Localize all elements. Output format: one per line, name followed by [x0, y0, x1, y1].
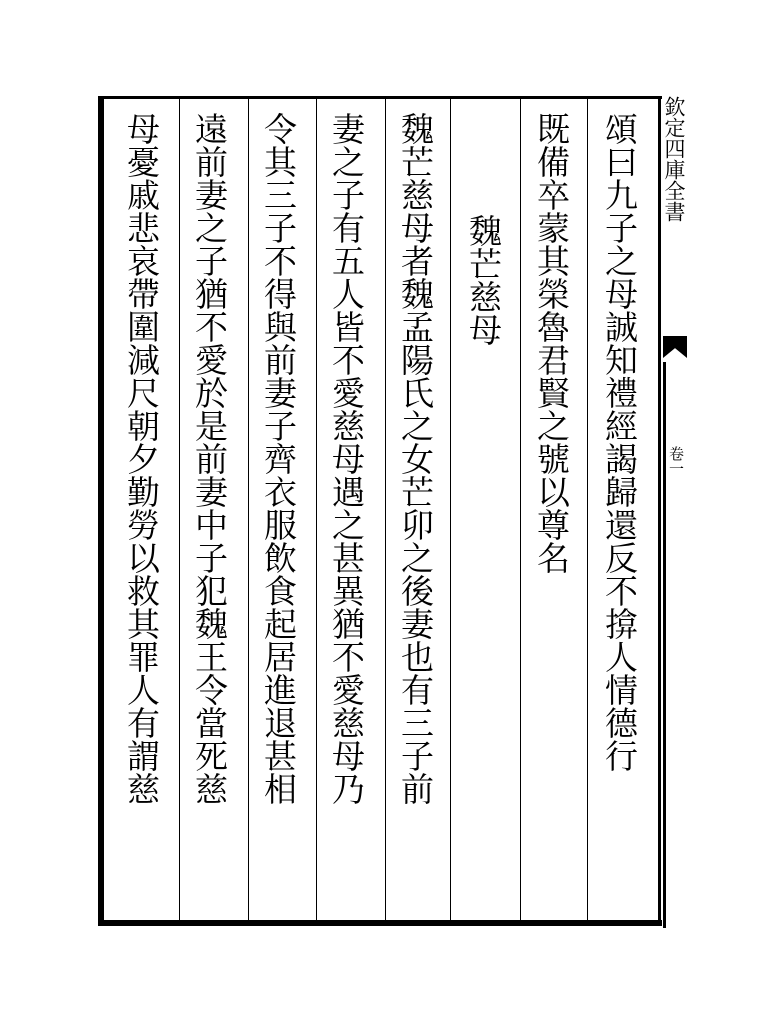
- text-column-4: 魏芒慈母者魏孟陽氏之女芒卯之後妻也有三子前: [396, 112, 435, 805]
- section-title: 魏芒慈母: [464, 214, 503, 346]
- column-rule: [179, 99, 180, 920]
- text-column-7: 遠前妻之子猶不愛於是前妻中子犯魏王令當死慈: [190, 112, 229, 805]
- text-column-5: 妻之子有五人皆不愛慈母遇之甚異猶不愛慈母乃: [327, 112, 366, 805]
- text-column-8: 母憂戚悲哀帶圍減尺朝夕勤勞以救其罪人有謂慈: [122, 112, 161, 805]
- text-column-1: 頌曰九子之母誠知禮經謁歸還反不揜人情德行: [600, 112, 639, 772]
- column-rule: [450, 99, 451, 920]
- juan-label: 卷一: [667, 446, 685, 476]
- column-rule: [385, 99, 386, 920]
- page-frame: [98, 96, 662, 926]
- column-rule: [248, 99, 249, 920]
- column-rule: [587, 99, 588, 920]
- margin-book-title: 欽定四庫全書: [662, 96, 686, 222]
- text-column-2: 既備卒蒙其榮魯君賢之號以尊名: [532, 112, 571, 574]
- text-column-6: 令其三子不得與前妻子齊衣服飲食起居進退甚相: [259, 112, 298, 805]
- column-rule: [316, 99, 317, 920]
- fish-tail-mark: [663, 336, 687, 358]
- column-rule: [520, 99, 521, 920]
